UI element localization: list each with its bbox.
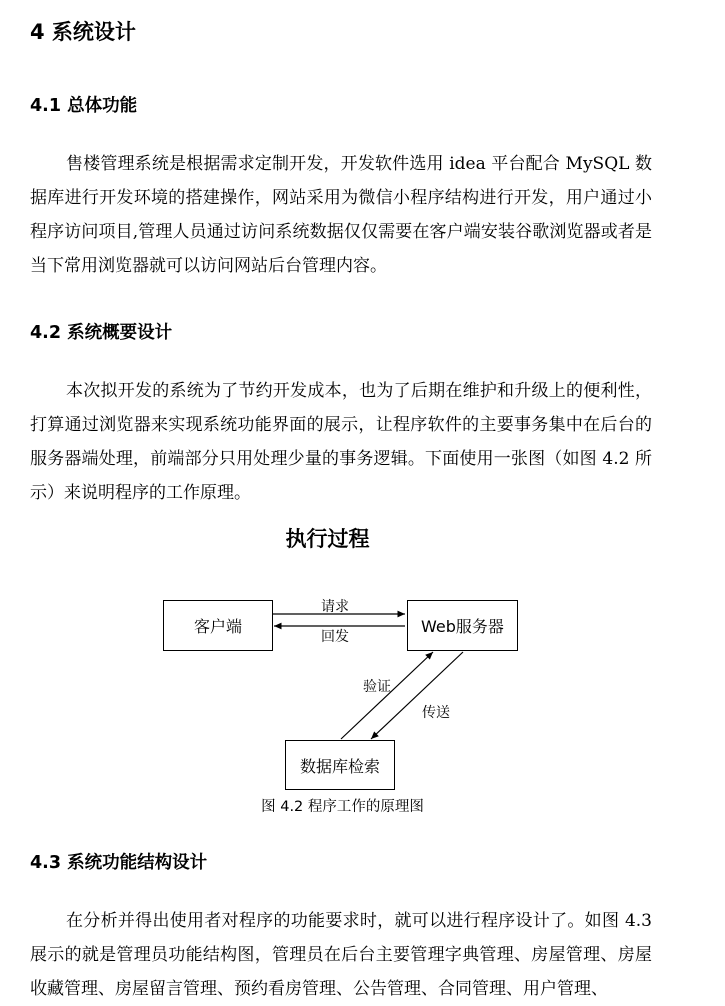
verify-label: 验证 bbox=[363, 679, 391, 695]
section-heading-4-3: 4.3 系统功能结构设计 bbox=[30, 853, 208, 873]
client-node: 客户端 bbox=[163, 600, 273, 651]
figure-title: 执行过程 bbox=[285, 527, 370, 551]
section-paragraph-4-3: 在分析并得出使用者对程序的功能要求时，就可以进行程序设计了。如图 4.3 展示的就是管理员功能结构图，管理员在后台主要管理字典管理、房屋管理、房屋收藏管理、房屋留言管理、预约看房管理、公告管理、合同管理、用户管理、 bbox=[30, 911, 652, 999]
transfer-label: 传送 bbox=[422, 705, 450, 721]
section-paragraph-4-2: 本次拟开发的系统为了节约开发成本，也为了后期在维护和升级上的便利性，打算通过浏览器来实现系统功能界面的展示，让程序软件的主要事务集中在后台的服务器端处理，前端部分只用处理少量的事务逻辑。下面使用一张图（如图 4.2 所示）来说明程序的工作原理。 bbox=[30, 381, 652, 503]
response-label: 回发 bbox=[321, 629, 349, 645]
section-paragraph-4-1: 售楼管理系统是根据需求定制开发，开发软件选用 idea 平台配合 MySQL 数据库进行开发环境的搭建操作，网站采用为微信小程序结构进行开发，用户通过小程序访问项目,管理人员通过访问系统数据仅仅需要在客户端安装谷歌浏览器或者是当下常用浏览器就可以访问网站后台管理内容。 bbox=[30, 154, 652, 276]
section-heading-4-1: 4.1 总体功能 bbox=[30, 96, 138, 116]
database-node: 数据库检索 bbox=[285, 740, 395, 790]
chapter-title: 4 系统设计 bbox=[30, 20, 136, 44]
web-server-node: Web服务器 bbox=[407, 600, 518, 651]
figure-caption: 图 4.2 程序工作的原理图 bbox=[261, 799, 424, 815]
request-label: 请求 bbox=[321, 599, 349, 615]
section-heading-4-2: 4.2 系统概要设计 bbox=[30, 323, 173, 343]
